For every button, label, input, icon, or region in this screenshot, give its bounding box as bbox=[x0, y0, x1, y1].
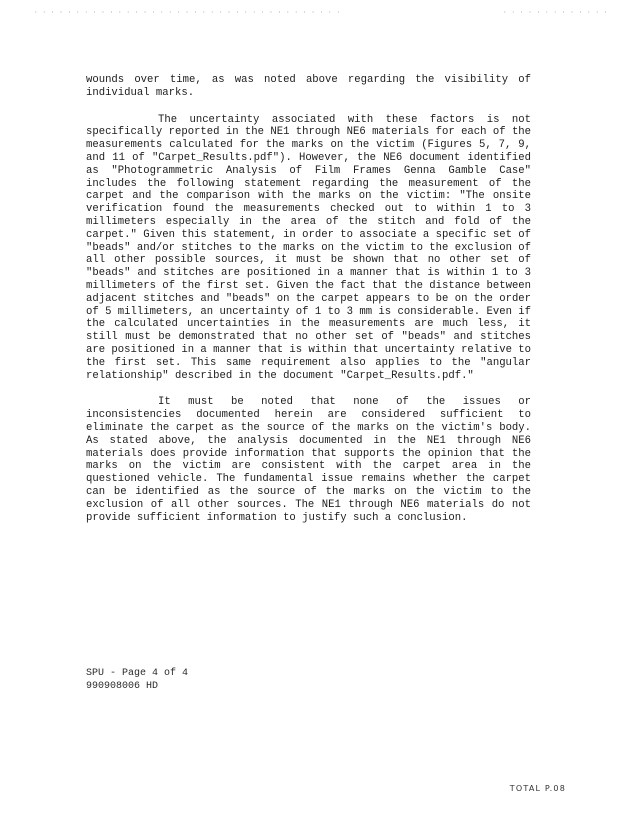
paragraph-1: wounds over time, as was noted above regarding the visibility of individual marks. bbox=[86, 74, 531, 99]
document-body bbox=[86, 74, 531, 538]
fax-transmission-header bbox=[34, 9, 608, 17]
paragraph-3: It must be noted that none of the issues or inconsistencies documented herein are considered sufficient to eliminate the carpet as the source of the marks on the victim's body. As stated above, the analysis documented in the NE1 through NE6 materials does provide information that supports the opinion that the marks on the victim are consistent with the carpet area in the questioned vehicle. The fundamental issue remains whether the carpet can be identified as the source of the marks on the victim to the exclusion of all other sources. The NE1 through NE6 materials do not provide sufficient information to justify such a conclusion. bbox=[86, 396, 531, 524]
fax-header-right: · · · · · · · · · · · · · bbox=[502, 9, 608, 16]
document-id: 990908006 HD bbox=[86, 680, 159, 692]
fax-total-pages: TOTAL P.08 bbox=[509, 784, 566, 793]
fax-header-left: · · · · · · · · · · · · · · · · · · · · · · · · · · · · · · · · · · · · · bbox=[34, 9, 341, 16]
page-footer bbox=[86, 668, 188, 693]
paragraph-2: The uncertainty associated with these factors is not specifically reported in the NE1 through NE6 materials for each of the measurements calculated for the marks on the victim (Figures 5, 7, 9, and 11 of "Carpet_Results.pdf"). However, the NE6 document identified as "Photogrammetric Analysis of Film Frames Genna Gamble Case" includes the following statement regarding the measurement of the carpet and the comparison with the marks on the victim: "The onsite verification found the measurements checked out to within 1 to 3 millimeters especially in the area of the stitch and fold of the carpet." Given this statement, in order to associate a specific set of "beads" and/or stitches to the marks on the victim to the exclusion of all other possible sources, it must be shown that no other set of "beads" and stitches are positioned in a manner that is within 1 to 3 millimeters of the first set. Given the fact that the distance between adjacent stitches and "beads" on the carpet appears to be on the order of 5 millimeters, an uncertainty of 1 to 3 mm is considerable. Even if the calculated uncertainties in the measurements are much less, it still must be demonstrated that no other set of "beads" and stitches are positioned in a manner that is within that uncertainty relative to the first set. This same requirement also applies to the "angular relationship" described in the document "Carpet_Results.pdf." bbox=[86, 113, 532, 382]
page-number-line: SPU - Page 4 of 4 bbox=[86, 668, 189, 679]
